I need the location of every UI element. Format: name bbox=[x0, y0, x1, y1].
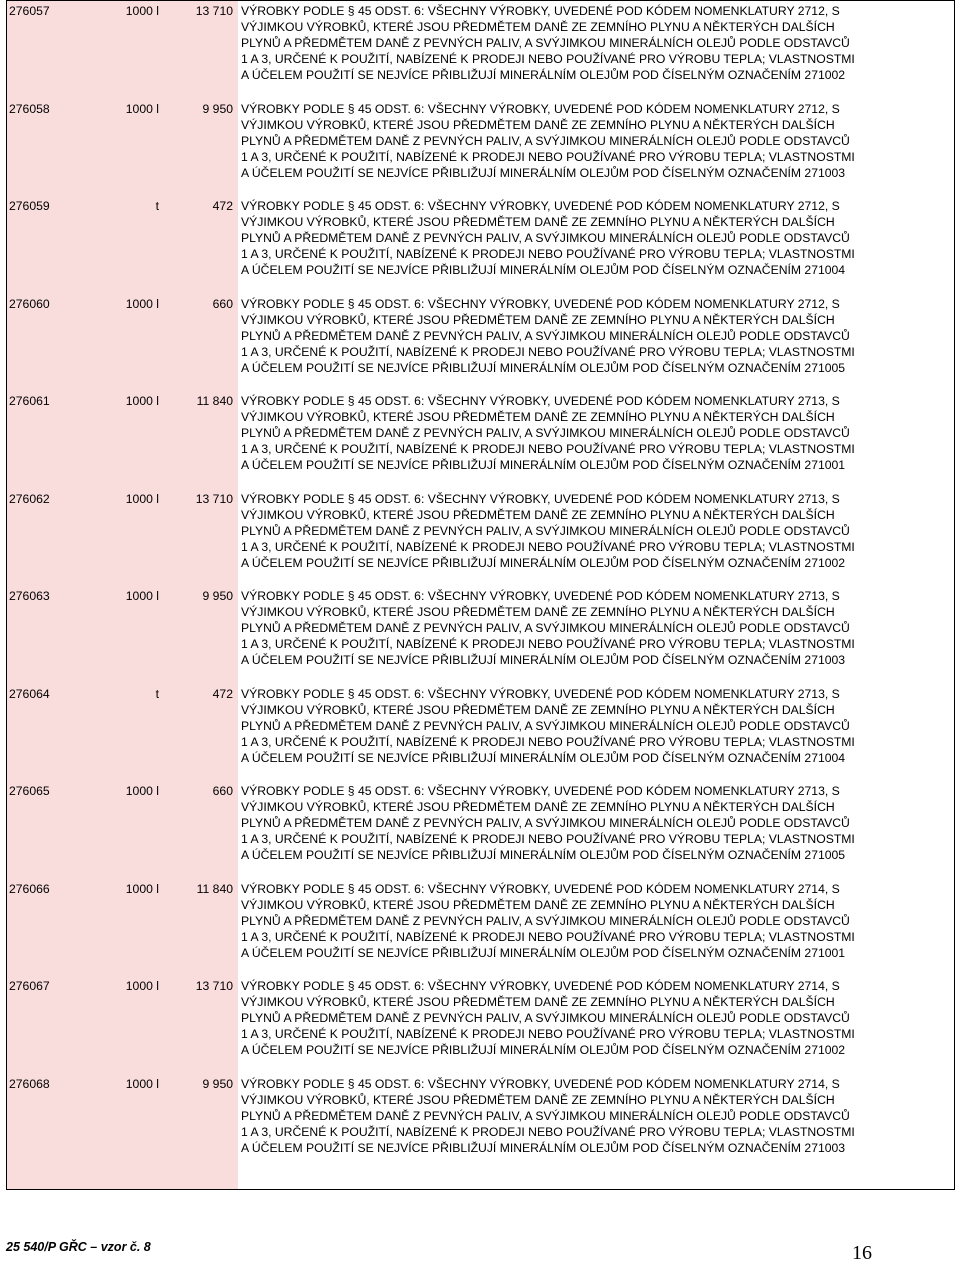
description-line: 1 A 3, URČENÉ K POUŽITÍ, NABÍZENÉ K PRODEJI NEBO POUŽÍVANÉ PRO VÝROBU TEPLA; VLASTNOSTMI bbox=[241, 247, 855, 261]
description-line: 1 A 3, URČENÉ K POUŽITÍ, NABÍZENÉ K PRODEJI NEBO POUŽÍVANÉ PRO VÝROBU TEPLA; VLASTNOSTMI bbox=[241, 344, 855, 359]
row-description bbox=[241, 1076, 953, 1156]
table-row bbox=[7, 879, 954, 977]
description-line: 1 A 3, URČENÉ K POUŽITÍ, NABÍZENÉ K PRODEJI NEBO POUŽÍVANÉ PRO VÝROBU TEPLA; VLASTNOSTMI bbox=[241, 832, 855, 846]
description-line: PLYNŮ A PŘEDMĚTEM DANĚ Z PEVNÝCH PALIV, A SVÝJIMKOU MINERÁLNÍCH OLEJŮ PODLE ODSTAVCŮ bbox=[241, 523, 850, 538]
description-line: PLYNŮ A PŘEDMĚTEM DANĚ Z PEVNÝCH PALIV, A SVÝJIMKOU MINERÁLNÍCH OLEJŮ PODLE ODSTAVCŮ bbox=[241, 816, 850, 830]
row-description bbox=[241, 978, 953, 1058]
row-code: 276065 bbox=[9, 784, 50, 798]
description-line: PLYNŮ A PŘEDMĚTEM DANĚ Z PEVNÝCH PALIV, A SVÝJIMKOU MINERÁLNÍCH OLEJŮ PODLE ODSTAVCŮ bbox=[241, 1108, 850, 1123]
row-unit: 1000 l bbox=[125, 881, 159, 896]
description-line: A ÚČELEM POUŽITÍ SE NEJVÍCE PŘIBLIŽUJÍ MINERÁLNÍM OLEJŮM POD ČÍSELNÝM OZNAČENÍM 271003 bbox=[241, 1140, 846, 1155]
description-line: VÝROBKY PODLE § 45 ODST. 6: VŠECHNY VÝROBKY, UVEDENÉ POD KÓDEM NOMENKLATURY 2713, S bbox=[241, 784, 840, 798]
description-line: 1 A 3, URČENÉ K POUŽITÍ, NABÍZENÉ K PRODEJI NEBO POUŽÍVANÉ PRO VÝROBU TEPLA; VLASTNOSTMI bbox=[241, 442, 855, 456]
row-unit: 1000 l bbox=[125, 394, 159, 408]
row-rate: 660 bbox=[212, 784, 233, 798]
table-row bbox=[7, 489, 954, 587]
row-rate: 11 840 bbox=[196, 881, 233, 896]
row-rate: 9 950 bbox=[202, 1076, 233, 1091]
description-line: A ÚČELEM POUŽITÍ SE NEJVÍCE PŘIBLIŽUJÍ MINERÁLNÍM OLEJŮM POD ČÍSELNÝM OZNAČENÍM 271002 bbox=[241, 1043, 846, 1057]
description-line: VÝJIMKOU VÝROBKŮ, KTERÉ JSOU PŘEDMĚTEM DANĚ ZE ZEMNÍHO PLYNU A NĚKTERÝCH DALŠÍCH bbox=[241, 410, 835, 424]
description-line: 1 A 3, URČENÉ K POUŽITÍ, NABÍZENÉ K PRODEJI NEBO POUŽÍVANÉ PRO VÝROBU TEPLA; VLASTNOSTMI bbox=[241, 539, 855, 554]
description-line: PLYNŮ A PŘEDMĚTEM DANĚ Z PEVNÝCH PALIV, A SVÝJIMKOU MINERÁLNÍCH OLEJŮ PODLE ODSTAVCŮ bbox=[241, 621, 850, 635]
row-rate: 9 950 bbox=[202, 101, 233, 116]
description-line: VÝJIMKOU VÝROBKŮ, KTERÉ JSOU PŘEDMĚTEM DANĚ ZE ZEMNÍHO PLYNU A NĚKTERÝCH DALŠÍCH bbox=[241, 312, 835, 327]
description-line: 1 A 3, URČENÉ K POUŽITÍ, NABÍZENÉ K PRODEJI NEBO POUŽÍVANÉ PRO VÝROBU TEPLA; VLASTNOSTMI bbox=[241, 929, 855, 944]
row-code: 276059 bbox=[9, 199, 50, 213]
row-rate: 11 840 bbox=[196, 394, 233, 408]
description-line: PLYNŮ A PŘEDMĚTEM DANĚ Z PEVNÝCH PALIV, A SVÝJIMKOU MINERÁLNÍCH OLEJŮ PODLE ODSTAVCŮ bbox=[241, 718, 850, 733]
row-description bbox=[241, 881, 953, 961]
row-rate: 660 bbox=[212, 296, 233, 311]
row-rate: 9 950 bbox=[202, 589, 233, 603]
table-row bbox=[7, 99, 954, 197]
description-line: A ÚČELEM POUŽITÍ SE NEJVÍCE PŘIBLIŽUJÍ MINERÁLNÍM OLEJŮM POD ČÍSELNÝM OZNAČENÍM 271004 bbox=[241, 750, 846, 765]
description-line: A ÚČELEM POUŽITÍ SE NEJVÍCE PŘIBLIŽUJÍ MINERÁLNÍM OLEJŮM POD ČÍSELNÝM OZNAČENÍM 271003 bbox=[241, 165, 846, 180]
description-line: VÝROBKY PODLE § 45 ODST. 6: VŠECHNY VÝROBKY, UVEDENÉ POD KÓDEM NOMENKLATURY 2712, S bbox=[241, 4, 840, 18]
row-code: 276062 bbox=[9, 491, 50, 506]
description-line: A ÚČELEM POUŽITÍ SE NEJVÍCE PŘIBLIŽUJÍ MINERÁLNÍM OLEJŮM POD ČÍSELNÝM OZNAČENÍM 271002 bbox=[241, 555, 846, 570]
description-line: PLYNŮ A PŘEDMĚTEM DANĚ Z PEVNÝCH PALIV, A SVÝJIMKOU MINERÁLNÍCH OLEJŮ PODLE ODSTAVCŮ bbox=[241, 1011, 850, 1025]
row-code: 276061 bbox=[9, 394, 50, 408]
table-row bbox=[7, 196, 954, 294]
row-unit: t bbox=[155, 686, 159, 701]
row-unit: 1000 l bbox=[125, 1076, 159, 1091]
row-rate: 472 bbox=[212, 686, 233, 701]
description-line: VÝJIMKOU VÝROBKŮ, KTERÉ JSOU PŘEDMĚTEM DANĚ ZE ZEMNÍHO PLYNU A NĚKTERÝCH DALŠÍCH bbox=[241, 20, 835, 34]
row-description bbox=[241, 393, 953, 473]
description-line: VÝJIMKOU VÝROBKŮ, KTERÉ JSOU PŘEDMĚTEM DANĚ ZE ZEMNÍHO PLYNU A NĚKTERÝCH DALŠÍCH bbox=[241, 702, 835, 717]
table-row bbox=[7, 781, 954, 879]
description-line: VÝROBKY PODLE § 45 ODST. 6: VŠECHNY VÝROBKY, UVEDENÉ POD KÓDEM NOMENKLATURY 2714, S bbox=[241, 1076, 840, 1091]
description-line: VÝJIMKOU VÝROBKŮ, KTERÉ JSOU PŘEDMĚTEM DANĚ ZE ZEMNÍHO PLYNU A NĚKTERÝCH DALŠÍCH bbox=[241, 995, 835, 1009]
description-line: A ÚČELEM POUŽITÍ SE NEJVÍCE PŘIBLIŽUJÍ MINERÁLNÍM OLEJŮM POD ČÍSELNÝM OZNAČENÍM 271005 bbox=[241, 360, 846, 375]
row-code: 276058 bbox=[9, 101, 50, 116]
row-unit: 1000 l bbox=[125, 491, 159, 506]
description-line: 1 A 3, URČENÉ K POUŽITÍ, NABÍZENÉ K PRODEJI NEBO POUŽÍVANÉ PRO VÝROBU TEPLA; VLASTNOSTMI bbox=[241, 52, 855, 66]
row-rate: 472 bbox=[212, 199, 233, 213]
description-line: VÝROBKY PODLE § 45 ODST. 6: VŠECHNY VÝROBKY, UVEDENÉ POD KÓDEM NOMENKLATURY 2713, S bbox=[241, 394, 840, 408]
tax-code-table bbox=[6, 0, 955, 1190]
description-line: A ÚČELEM POUŽITÍ SE NEJVÍCE PŘIBLIŽUJÍ MINERÁLNÍM OLEJŮM POD ČÍSELNÝM OZNAČENÍM 271002 bbox=[241, 68, 846, 82]
table-row bbox=[7, 586, 954, 684]
description-line: PLYNŮ A PŘEDMĚTEM DANĚ Z PEVNÝCH PALIV, A SVÝJIMKOU MINERÁLNÍCH OLEJŮ PODLE ODSTAVCŮ bbox=[241, 36, 850, 50]
row-code: 276063 bbox=[9, 589, 50, 603]
row-unit: t bbox=[155, 199, 159, 213]
row-unit: 1000 l bbox=[125, 589, 159, 603]
description-line: VÝJIMKOU VÝROBKŮ, KTERÉ JSOU PŘEDMĚTEM DANĚ ZE ZEMNÍHO PLYNU A NĚKTERÝCH DALŠÍCH bbox=[241, 605, 835, 619]
description-line: VÝROBKY PODLE § 45 ODST. 6: VŠECHNY VÝROBKY, UVEDENÉ POD KÓDEM NOMENKLATURY 2714, S bbox=[241, 881, 840, 896]
description-line: PLYNŮ A PŘEDMĚTEM DANĚ Z PEVNÝCH PALIV, A SVÝJIMKOU MINERÁLNÍCH OLEJŮ PODLE ODSTAVCŮ bbox=[241, 133, 850, 148]
row-description bbox=[241, 686, 953, 766]
description-line: A ÚČELEM POUŽITÍ SE NEJVÍCE PŘIBLIŽUJÍ MINERÁLNÍM OLEJŮM POD ČÍSELNÝM OZNAČENÍM 271003 bbox=[241, 653, 846, 667]
row-description bbox=[241, 783, 953, 863]
description-line: VÝJIMKOU VÝROBKŮ, KTERÉ JSOU PŘEDMĚTEM DANĚ ZE ZEMNÍHO PLYNU A NĚKTERÝCH DALŠÍCH bbox=[241, 215, 835, 229]
row-code: 276060 bbox=[9, 296, 50, 311]
table-row bbox=[7, 976, 954, 1074]
row-rate: 13 710 bbox=[195, 979, 233, 993]
description-line: 1 A 3, URČENÉ K POUŽITÍ, NABÍZENÉ K PRODEJI NEBO POUŽÍVANÉ PRO VÝROBU TEPLA; VLASTNOSTMI bbox=[241, 637, 855, 651]
description-line: A ÚČELEM POUŽITÍ SE NEJVÍCE PŘIBLIŽUJÍ MINERÁLNÍM OLEJŮM POD ČÍSELNÝM OZNAČENÍM 271005 bbox=[241, 848, 846, 862]
row-rate: 13 710 bbox=[195, 491, 233, 506]
description-line: 1 A 3, URČENÉ K POUŽITÍ, NABÍZENÉ K PRODEJI NEBO POUŽÍVANÉ PRO VÝROBU TEPLA; VLASTNOSTMI bbox=[241, 1124, 855, 1139]
row-code: 276067 bbox=[9, 979, 50, 993]
row-unit: 1000 l bbox=[125, 979, 159, 993]
row-code: 276068 bbox=[9, 1076, 50, 1091]
description-line: A ÚČELEM POUŽITÍ SE NEJVÍCE PŘIBLIŽUJÍ MINERÁLNÍM OLEJŮM POD ČÍSELNÝM OZNAČENÍM 271004 bbox=[241, 263, 846, 277]
description-line: VÝJIMKOU VÝROBKŮ, KTERÉ JSOU PŘEDMĚTEM DANĚ ZE ZEMNÍHO PLYNU A NĚKTERÝCH DALŠÍCH bbox=[241, 800, 835, 814]
row-code: 276066 bbox=[9, 881, 50, 896]
description-line: VÝROBKY PODLE § 45 ODST. 6: VŠECHNY VÝROBKY, UVEDENÉ POD KÓDEM NOMENKLATURY 2714, S bbox=[241, 979, 840, 993]
description-line: VÝROBKY PODLE § 45 ODST. 6: VŠECHNY VÝROBKY, UVEDENÉ POD KÓDEM NOMENKLATURY 2713, S bbox=[241, 686, 840, 701]
description-line: VÝJIMKOU VÝROBKŮ, KTERÉ JSOU PŘEDMĚTEM DANĚ ZE ZEMNÍHO PLYNU A NĚKTERÝCH DALŠÍCH bbox=[241, 897, 835, 912]
description-line: 1 A 3, URČENÉ K POUŽITÍ, NABÍZENÉ K PRODEJI NEBO POUŽÍVANÉ PRO VÝROBU TEPLA; VLASTNOSTMI bbox=[241, 149, 855, 164]
table-row bbox=[7, 1, 954, 99]
row-unit: 1000 l bbox=[125, 296, 159, 311]
description-line: 1 A 3, URČENÉ K POUŽITÍ, NABÍZENÉ K PRODEJI NEBO POUŽÍVANÉ PRO VÝROBU TEPLA; VLASTNOSTMI bbox=[241, 734, 855, 749]
description-line: A ÚČELEM POUŽITÍ SE NEJVÍCE PŘIBLIŽUJÍ MINERÁLNÍM OLEJŮM POD ČÍSELNÝM OZNAČENÍM 271001 bbox=[241, 945, 846, 960]
row-code: 276057 bbox=[9, 4, 50, 18]
row-unit: 1000 l bbox=[125, 784, 159, 798]
description-line: PLYNŮ A PŘEDMĚTEM DANĚ Z PEVNÝCH PALIV, A SVÝJIMKOU MINERÁLNÍCH OLEJŮ PODLE ODSTAVCŮ bbox=[241, 913, 850, 928]
form-identifier: 25 540/P GŘC – vzor č. 8 bbox=[6, 1240, 151, 1254]
description-line: VÝROBKY PODLE § 45 ODST. 6: VŠECHNY VÝROBKY, UVEDENÉ POD KÓDEM NOMENKLATURY 2712, S bbox=[241, 296, 840, 311]
description-line: VÝJIMKOU VÝROBKŮ, KTERÉ JSOU PŘEDMĚTEM DANĚ ZE ZEMNÍHO PLYNU A NĚKTERÝCH DALŠÍCH bbox=[241, 117, 835, 132]
row-description bbox=[241, 198, 953, 278]
row-unit: 1000 l bbox=[125, 101, 159, 116]
row-code: 276064 bbox=[9, 686, 50, 701]
table-row bbox=[7, 684, 954, 782]
table-row bbox=[7, 391, 954, 489]
description-line: VÝROBKY PODLE § 45 ODST. 6: VŠECHNY VÝROBKY, UVEDENÉ POD KÓDEM NOMENKLATURY 2713, S bbox=[241, 491, 840, 506]
row-description bbox=[241, 3, 953, 83]
row-description bbox=[241, 101, 953, 181]
description-line: VÝJIMKOU VÝROBKŮ, KTERÉ JSOU PŘEDMĚTEM DANĚ ZE ZEMNÍHO PLYNU A NĚKTERÝCH DALŠÍCH bbox=[241, 1092, 835, 1107]
description-line: VÝROBKY PODLE § 45 ODST. 6: VŠECHNY VÝROBKY, UVEDENÉ POD KÓDEM NOMENKLATURY 2712, S bbox=[241, 199, 840, 213]
row-description bbox=[241, 588, 953, 668]
row-unit: 1000 l bbox=[125, 4, 159, 18]
row-description bbox=[241, 491, 953, 571]
table-row bbox=[7, 1074, 954, 1172]
description-line: 1 A 3, URČENÉ K POUŽITÍ, NABÍZENÉ K PRODEJI NEBO POUŽÍVANÉ PRO VÝROBU TEPLA; VLASTNOSTMI bbox=[241, 1027, 855, 1041]
description-line: VÝJIMKOU VÝROBKŮ, KTERÉ JSOU PŘEDMĚTEM DANĚ ZE ZEMNÍHO PLYNU A NĚKTERÝCH DALŠÍCH bbox=[241, 507, 835, 522]
description-line: PLYNŮ A PŘEDMĚTEM DANĚ Z PEVNÝCH PALIV, A SVÝJIMKOU MINERÁLNÍCH OLEJŮ PODLE ODSTAVCŮ bbox=[241, 426, 850, 440]
table-row bbox=[7, 294, 954, 392]
description-line: VÝROBKY PODLE § 45 ODST. 6: VŠECHNY VÝROBKY, UVEDENÉ POD KÓDEM NOMENKLATURY 2713, S bbox=[241, 589, 840, 603]
description-line: A ÚČELEM POUŽITÍ SE NEJVÍCE PŘIBLIŽUJÍ MINERÁLNÍM OLEJŮM POD ČÍSELNÝM OZNAČENÍM 271001 bbox=[241, 458, 846, 472]
row-description bbox=[241, 296, 953, 376]
description-line: PLYNŮ A PŘEDMĚTEM DANĚ Z PEVNÝCH PALIV, A SVÝJIMKOU MINERÁLNÍCH OLEJŮ PODLE ODSTAVCŮ bbox=[241, 231, 850, 245]
page-number: 16 bbox=[852, 1242, 872, 1264]
description-line: PLYNŮ A PŘEDMĚTEM DANĚ Z PEVNÝCH PALIV, A SVÝJIMKOU MINERÁLNÍCH OLEJŮ PODLE ODSTAVCŮ bbox=[241, 328, 850, 343]
description-line: VÝROBKY PODLE § 45 ODST. 6: VŠECHNY VÝROBKY, UVEDENÉ POD KÓDEM NOMENKLATURY 2712, S bbox=[241, 101, 840, 116]
row-rate: 13 710 bbox=[195, 4, 233, 18]
